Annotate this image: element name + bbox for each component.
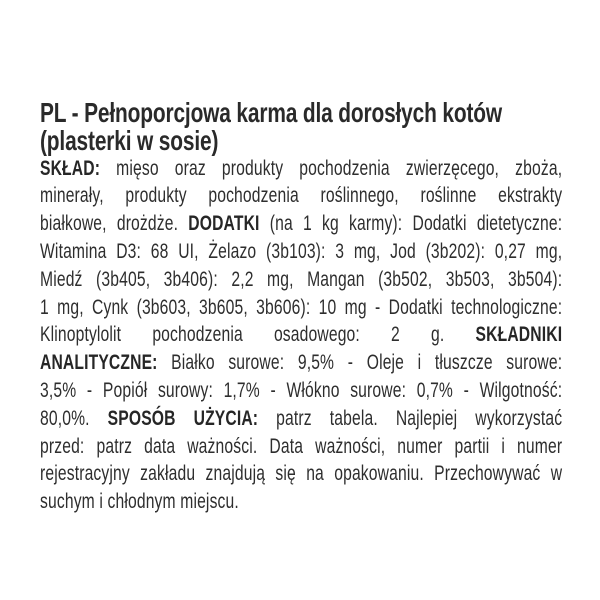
body-segment: Witamina D3: 68 UI, Żelazo (3b103): 3 mg, Jod (3b202): 0,27 mg,: [40, 239, 563, 263]
body-line: [40, 405, 562, 433]
body-segment: patrz tabela. Najlepiej wykorzystać: [258, 406, 563, 430]
body-segment: Klinoptylolit pochodzenia osadowego: 2 g.: [40, 323, 476, 347]
body-segment: suchym i chłodnym miejscu.: [40, 490, 239, 514]
body-line: [40, 488, 562, 516]
body-segment: 1 mg, Cynk (3b603, 3b605, 3b606): 10 mg - Dodatki technologiczne:: [40, 295, 563, 319]
body-line: [40, 294, 562, 322]
label-body: [40, 155, 562, 516]
body-segment-bold: ANALITYCZNE:: [40, 351, 158, 375]
product-label-text-block: [40, 99, 562, 516]
body-segment: mięso oraz produkty pochodzenia zwierzęcego, zboża,: [100, 156, 563, 180]
body-segment: Białko surowe: 9,5% - Oleje i tłuszcze surowe:: [157, 351, 563, 375]
body-line: [40, 460, 562, 488]
body-segment-bold: SKŁAD:: [40, 156, 101, 180]
body-line: [40, 321, 562, 349]
label-title-line-1: PL - Pełnoporcjowa karma dla dorosłych kotów: [40, 97, 502, 128]
body-line: [40, 433, 562, 461]
label-title-line-2: (plasterki w sosie): [40, 124, 219, 156]
body-line: [40, 155, 562, 183]
body-line: [40, 210, 562, 238]
body-line: [40, 238, 562, 266]
body-segment: 3,5% - Popiół surowy: 1,7% - Włókno surowe: 0,7% - Wilgotność:: [40, 378, 563, 402]
body-line: [40, 349, 562, 377]
body-segment: (na 1 kg karmy): Dodatki dietetyczne:: [259, 212, 563, 236]
body-segment: przed: patrz data ważności. Data ważności, numer partii i numer: [40, 434, 563, 458]
body-segment: białkowe, drożdże.: [40, 212, 189, 236]
body-segment: Miedź (3b405, 3b406): 2,2 mg, Mangan (3b502, 3b503, 3b504):: [40, 267, 563, 291]
body-line: [40, 266, 562, 294]
body-line: [40, 377, 562, 405]
body-segment-bold: DODATKI: [188, 212, 260, 236]
body-line: [40, 182, 562, 210]
body-segment: 80,0%.: [40, 406, 108, 430]
body-segment: rejestracyjny zakładu znajdują się na opakowaniu. Przechowywać w: [40, 462, 563, 486]
body-segment: minerały, produkty pochodzenia roślinnego, roślinne ekstrakty: [40, 184, 563, 208]
body-segment-bold: SKŁADNIKI: [475, 323, 563, 347]
body-segment-bold: SPOSÓB UŻYCIA:: [107, 406, 259, 430]
